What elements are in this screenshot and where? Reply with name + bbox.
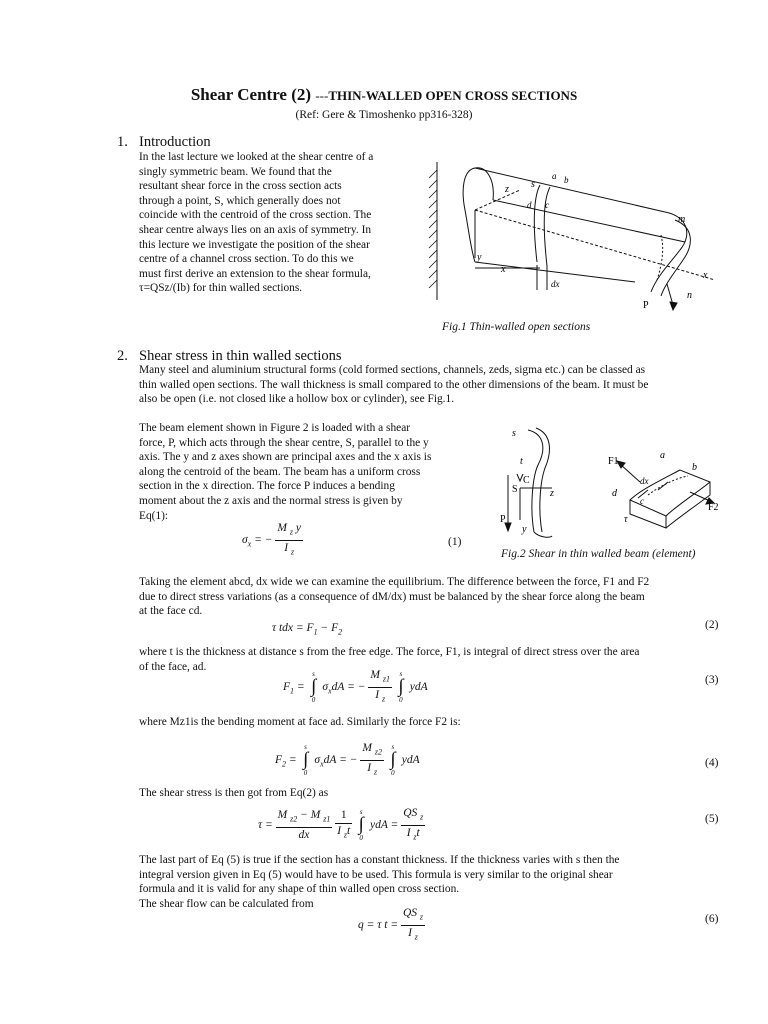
fig1-label-b: b (564, 175, 569, 185)
paragraph-where-m: where Mz1is the bending moment at face ad. Similarly the force F2 is: (139, 716, 461, 728)
text-line: through a point, S, which generally does not (139, 194, 341, 207)
fig2-diagram (490, 420, 730, 540)
equation-3-number: (3) (705, 674, 719, 686)
fig2-label-d: d (612, 488, 617, 499)
section2-heading: Shear stress in thin walled sections (139, 348, 342, 364)
text-line: axis. The y and z axes shown are principal axes and the x axis is (139, 451, 432, 464)
fig2-label-p: P (500, 514, 506, 525)
equation-6: q = τ t = $\frac{QS _z}{I _z}$ (358, 906, 425, 945)
text-line: this lecture we investigate the position of the shear (139, 238, 370, 251)
text-line: thin walled open sections. The wall thickness is small compared to the other dimensions of the beam. It must be (139, 378, 649, 391)
paragraph-where-t (139, 645, 722, 674)
text-line: force, P, which acts through the shear centre, S, parallel to the y (139, 436, 429, 449)
section2-intro (139, 363, 722, 407)
fig1-label-d: d (527, 200, 532, 210)
equation-4: $F_2$ = s ∫ 0 $\sigma_xdA$ = − $\frac{M _{z2}}{I _z}$ s ∫ 0 ydA (275, 741, 420, 780)
equation-5: τ = $\frac{M _{z2} - M _{z1}}{dx}$ $\frac{1}{I _zt}$ s ∫ 0 ydA = $\frac{QS _z}{I _zt}$ (258, 806, 425, 845)
fig2-label-s: s (512, 428, 516, 439)
title-dashes: --- (315, 88, 329, 103)
section1-number: 1. (117, 134, 128, 150)
fig2-label-c: C (523, 475, 530, 486)
text-line: of the face, ad. (139, 660, 207, 673)
page-title (0, 85, 768, 104)
text-line: must first derive an extension to the shear formula, (139, 267, 371, 280)
text-line: τ=QSz/(Ib) for thin walled sections. (139, 282, 303, 295)
equation-2-number: (2) (705, 619, 719, 631)
text-line: In the last lecture we looked at the shear centre of a (139, 151, 374, 163)
fig1-label-n: n (687, 290, 692, 301)
reference-line: (Ref: Gere & Timoshenko pp316-328) (295, 109, 473, 121)
fig1-label-m: m (678, 214, 686, 225)
equation-4-number: (4) (705, 757, 719, 769)
fig2-label-dx: dx (640, 476, 649, 486)
paragraph-shear-stress: The shear stress is then got from Eq(2) as (139, 787, 329, 799)
equation-6-number: (6) (705, 913, 719, 925)
equation-3: $F_1$ = s ∫ 0 $\sigma_xdA$ = − $\frac{M _{z1}}{I _z}$ s ∫ 0 ydA (283, 668, 428, 707)
equation-2: τ tdx = $F_1 - F_2$ (272, 622, 343, 637)
fig1-label-p: P (643, 300, 649, 311)
text-line: singly symmetric beam. We found that the (139, 165, 332, 178)
fig2-label-y: y (522, 524, 527, 535)
fig1-caption: Fig.1 Thin-walled open sections (442, 321, 591, 333)
text-line: due to direct stress variations (as a consequence of dM/dx) must be balanced by the shear force along the beam (139, 590, 645, 603)
text-line: Taking the element abcd, dx wide we can examine the equilibrium. The difference between the force, F1 and F2 (139, 576, 650, 588)
equation-5-number: (5) (705, 813, 719, 825)
equation-1: $\sigma_x$ = − $\frac{M _z y}{I _z}$ (242, 521, 303, 560)
fig1-label-dx: dx (551, 279, 560, 289)
paragraph-last (139, 853, 722, 911)
text-line: centre of a channel cross section. To do this we (139, 253, 354, 266)
text-line: section in the x direction. The force P induces a bending (139, 480, 395, 493)
fig2-label-z: z (550, 488, 554, 499)
fig1-label-s: s (531, 179, 535, 190)
text-line: The beam element shown in Figure 2 is loaded with a shear (139, 422, 411, 434)
text-line: The last part of Eq (5) is true if the section has a constant thickness. If the thickness varies with s then the (139, 854, 620, 866)
text-line: integral version given in Eq (5) would have to be used. This formula is very similar to the original shear (139, 868, 613, 881)
fig1-label-z: z (505, 184, 509, 195)
section2-number: 2. (117, 348, 128, 364)
fig1-label-x: x (501, 264, 506, 275)
section1-heading: Introduction (139, 134, 211, 150)
text-line: formula and it is valid for any shape of thin walled open cross section. (139, 883, 460, 896)
fig1-label-c: c (545, 200, 549, 210)
text-line: where t is the thickness at distance s from the free edge. The force, F1, is integral of direct stress over the area (139, 646, 640, 658)
text-line: The shear flow can be calculated from (139, 897, 314, 910)
fig2-label-b: b (692, 462, 697, 473)
fig2-label-t: t (520, 456, 523, 467)
text-line: coincide with the centroid of the cross section. The (139, 209, 372, 222)
text-line: shear centre always lies on an axis of symmetry. In (139, 223, 372, 236)
title-sub: THIN-WALLED OPEN CROSS SECTIONS (328, 88, 578, 103)
fig2-label-f2: F2 (708, 502, 719, 513)
text-line: Many steel and aluminium structural forms (cold formed sections, channels, zeds, sigma etc.) can be classed as (139, 364, 646, 376)
fig2-label-s-centre: S (512, 484, 518, 495)
fig1-label-y: y (477, 252, 482, 263)
fig2-label-c-corner: c (640, 496, 644, 506)
title-main: Shear Centre (2) (190, 85, 312, 104)
fig2-caption: Fig.2 Shear in thin walled beam (element) (501, 548, 696, 560)
fig1-label-x2: x (703, 270, 708, 281)
fig2-label-tau: τ (624, 514, 628, 525)
fig1-diagram (425, 150, 725, 320)
fig1-label-a: a (552, 171, 557, 181)
text-line: along the centroid of the beam. The beam has a uniform cross (139, 465, 421, 478)
text-line: also be open (i.e. not closed like a hollow box or cylinder), see Fig.1. (139, 393, 455, 406)
section2-beam-text (139, 421, 474, 523)
fig2-label-a: a (660, 450, 665, 461)
paragraph-abcd (139, 575, 722, 619)
text-line: Eq(1): (139, 509, 169, 522)
equation-1-number: (1) (448, 536, 462, 548)
text-line: resultant shear force in the cross section acts (139, 180, 342, 193)
section1-text (139, 150, 406, 296)
text-line: at the face cd. (139, 605, 203, 618)
fig2-label-f1: F1 (608, 456, 619, 467)
text-line: moment about the z axis and the normal stress is given by (139, 494, 403, 507)
